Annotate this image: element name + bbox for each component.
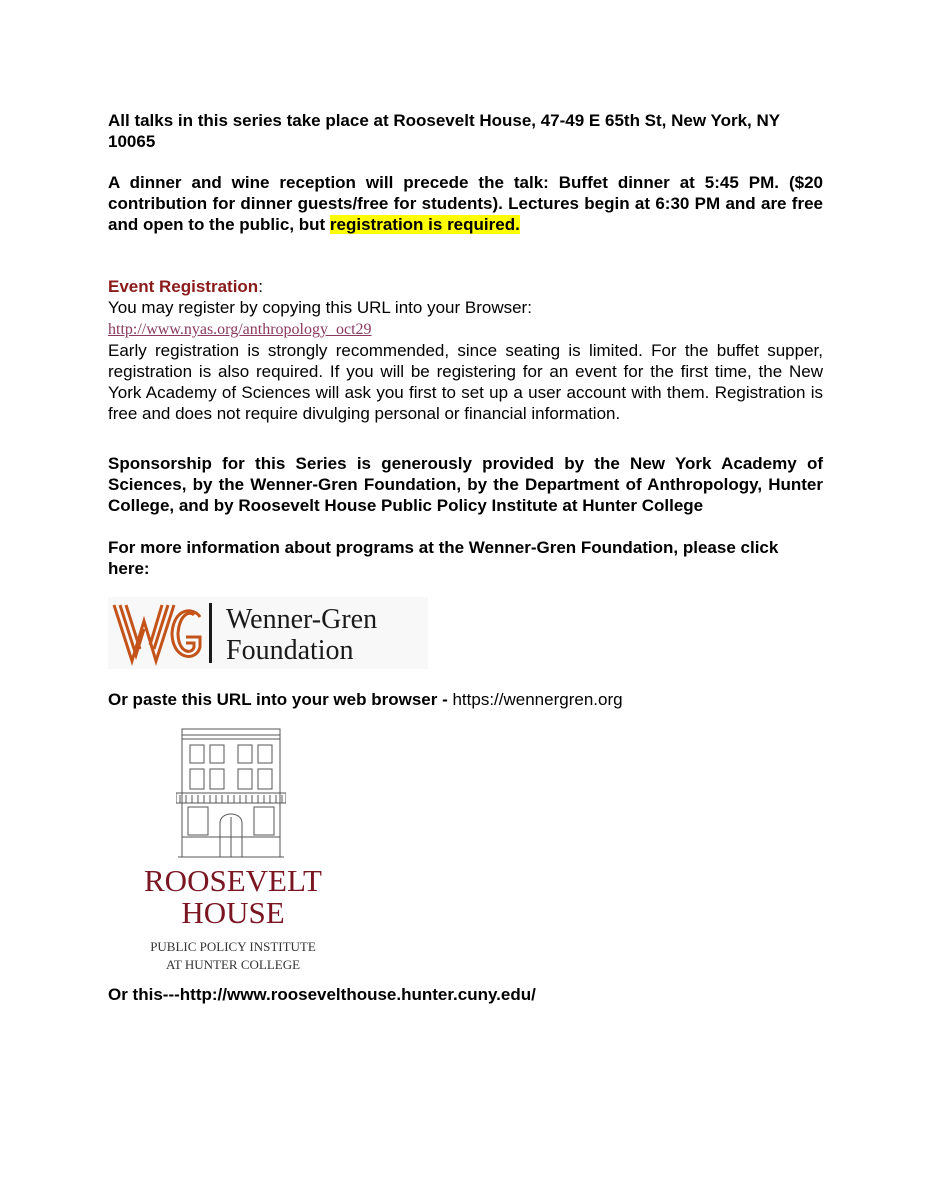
registration-heading: Event Registration: [108, 277, 259, 296]
wg-monogram-icon: [110, 597, 206, 669]
venue-paragraph: All talks in this series take place at Roosevelt House, 47-49 E 65th St, New York, NY 10065: [108, 111, 780, 151]
rh-logo-sub2: AT HUNTER COLLEGE: [165, 957, 301, 972]
dinner-text: A dinner and wine reception will precede the talk: Buffet dinner at 5:45 PM. ($20 contribution for dinner guests/free for students). Lectures begin at 6:30 PM and are free and open to the public, but: [108, 173, 823, 234]
registration-section: [108, 276, 823, 424]
building-illustration-icon: [176, 725, 286, 859]
more-info-paragraph[interactable]: For more information about programs at the Wenner-Gren Foundation, please click here:: [108, 538, 779, 578]
wenner-gren-logo[interactable]: [108, 597, 428, 669]
sponsorship-paragraph: Sponsorship for this Series is generously provided by the New York Academy of Sciences, by the Wenner-Gren Foundation, by the Department of Anthropology, Hunter College, and by Roosevelt House Public Policy Institute at Hunter College: [108, 454, 823, 515]
wg-divider: [209, 603, 212, 663]
registration-intro: You may register by copying this URL into your Browser:: [108, 298, 532, 317]
roosevelt-house-logo: [128, 725, 338, 975]
rh-logo-sub1: PUBLIC POLICY INSTITUTE: [150, 939, 316, 954]
paste-url-paragraph: [108, 689, 623, 710]
wennergren-url[interactable]: https://wennergren.org: [452, 690, 623, 709]
registration-body: Early registration is strongly recommended, since seating is limited. For the buffet supper, registration is also required. If you will be registering for an event for the first time, the New York Academy of Sciences will ask you first to set up a user account with them. Registration is free and does not require divulging personal or financial information.: [108, 341, 823, 423]
wg-logo-line1: Wenner-Gren: [226, 604, 378, 635]
paste-label: Or paste this URL into your web browser -: [108, 690, 453, 709]
wg-logo-line2: Foundation: [226, 635, 354, 666]
registration-link[interactable]: http://www.nyas.org/anthropology_oct29: [108, 321, 372, 338]
registration-required-highlight: registration is required.: [329, 215, 520, 234]
registration-heading-colon: :: [258, 277, 263, 296]
rh-logo-line1: ROOSEVELT: [144, 863, 322, 898]
dinner-paragraph: [108, 172, 823, 235]
rh-logo-line2: HOUSE: [181, 895, 285, 930]
roosevelt-url-paragraph[interactable]: Or this---http://www.roosevelthouse.hunter.cuny.edu/: [108, 985, 536, 1004]
